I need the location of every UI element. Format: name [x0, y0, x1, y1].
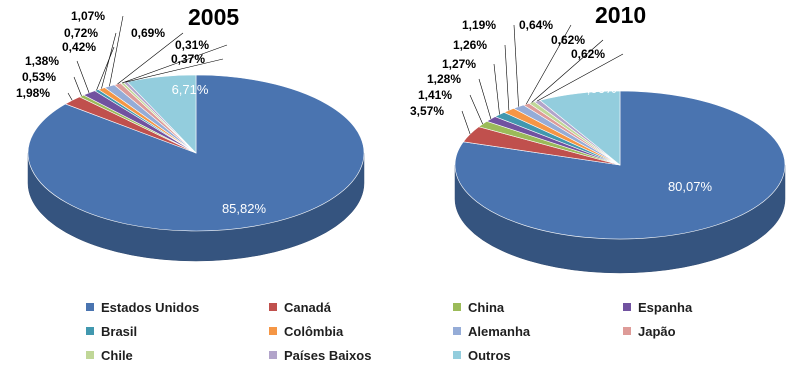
legend-label: Brasil: [101, 323, 138, 339]
data-label: 0,31%: [175, 38, 210, 52]
leader-line: [514, 25, 519, 107]
leader-line: [101, 33, 116, 89]
data-label: 1,07%: [71, 9, 106, 23]
legend-swatch: [269, 327, 277, 335]
legend-label: Japão: [638, 323, 676, 339]
legend-item: [269, 344, 453, 366]
pie-chart-2005: [16, 9, 364, 261]
legend-item: [86, 344, 269, 366]
leader-line: [77, 61, 89, 93]
data-label: 1,19%: [462, 18, 497, 32]
legend-item: [623, 320, 773, 342]
leader-line: [479, 79, 491, 119]
data-label: 80,07%: [667, 179, 713, 194]
legend-item: [86, 320, 269, 342]
legend-swatch: [623, 327, 631, 335]
legend-item: [86, 296, 269, 318]
legend-label: Chile: [101, 347, 133, 363]
leader-line: [462, 111, 470, 134]
legend-swatch: [623, 303, 631, 311]
data-label: 1,41%: [418, 88, 453, 102]
data-label: 1,28%: [427, 72, 462, 86]
data-label: 0,37%: [171, 52, 206, 66]
legend-label: Países Baixos: [284, 347, 372, 363]
leader-line: [97, 47, 114, 90]
legend-label: Canadá: [284, 299, 331, 315]
legend-swatch: [453, 351, 461, 359]
data-label: 0,53%: [22, 70, 57, 84]
legend-label: Outros: [468, 347, 511, 363]
legend-swatch: [453, 327, 461, 335]
data-label: 3,57%: [410, 104, 445, 118]
legend-item: [453, 344, 623, 366]
data-label: 1,27%: [442, 57, 477, 71]
legend-item: [269, 320, 453, 342]
leader-line: [494, 64, 500, 114]
legend-swatch: [86, 303, 94, 311]
leader-line: [505, 45, 509, 110]
legend-label: Estados Unidos: [101, 299, 200, 315]
data-label: 85,82%: [221, 201, 267, 216]
legend-label: China: [468, 299, 505, 315]
data-label: 0,42%: [62, 40, 97, 54]
legend-item: [623, 296, 773, 318]
data-label: 8,06%: [579, 81, 617, 96]
legend-item: [453, 320, 623, 342]
legend-swatch: [453, 303, 461, 311]
legend-label: Colômbia: [284, 323, 344, 339]
data-label: 0,69%: [131, 26, 166, 40]
legend: [86, 296, 786, 366]
legend-swatch: [269, 303, 277, 311]
leader-line: [68, 93, 72, 100]
legend-item: [453, 296, 623, 318]
data-label: 0,62%: [571, 47, 606, 61]
data-label: 1,38%: [25, 54, 60, 68]
data-label: 0,64%: [519, 18, 554, 32]
legend-swatch: [86, 351, 94, 359]
data-label: 0,72%: [64, 26, 99, 40]
legend-swatch: [86, 327, 94, 335]
legend-label: Alemanha: [468, 323, 531, 339]
chart-title-2005: 2005: [188, 4, 240, 30]
data-label: 0,62%: [551, 33, 586, 47]
data-label: 6,71%: [171, 82, 209, 97]
legend-item: [269, 296, 453, 318]
data-label: 1,98%: [16, 86, 51, 100]
leader-line: [470, 95, 483, 124]
data-label: 1,26%: [453, 38, 488, 52]
leader-line: [74, 77, 81, 96]
chart-title-2010: 2010: [595, 2, 647, 28]
legend-swatch: [269, 351, 277, 359]
legend-label: Espanha: [638, 299, 693, 315]
pie-chart-2010: [410, 18, 785, 273]
